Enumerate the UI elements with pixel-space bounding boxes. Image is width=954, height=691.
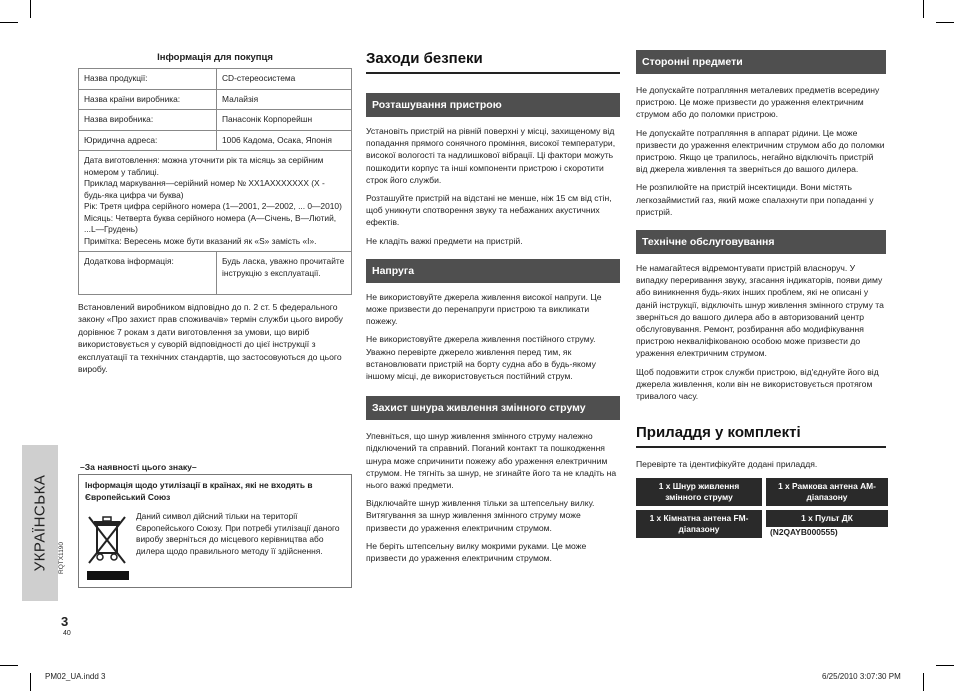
paragraph: Не використовуйте джерела живлення постійного струму. Уважно перевірте джерело живлення перед тим, як встановлювати пристрій на борту судна або в будь-якому іншому місці, де використовується постійний струм. [366,334,596,382]
crop-mark [0,665,18,666]
footer-file: PM02_UA.indd 3 [45,672,106,681]
accessories-intro: Перевірте та ідентифікуйте додані приладдя. [636,459,818,470]
crop-mark [923,673,924,691]
buyer-info-title: Інформація для покупця [157,52,273,63]
section-text [636,84,886,218]
lifetime-paragraph: Встановлений виробником відповідно до п. 2 ст. 5 федерального закону «Про захист прав споживачів» термін служби цього виробу дорівнює 7 рокам з дати виготовлення за умови, що виріб використовується у суворій відповідності до цієї інструкції з експлуатації та технічних стандартів, що застосовуються до цього виробу. [78,301,343,374]
table-cell: Будь ласка, уважно прочитайте інструкцію з експлуатації. [217,252,352,295]
paragraph: Відключайте шнур живлення тільки за штепсельну вилку. Витягування за шнур живлення змінного струму може призвести до ураження електричним струмом. [366,498,595,533]
paragraph: Щоб подовжити строк служби пристрою, від'єднуйте його від джерела живлення, коли він не використовується протягом тривалого часу. [636,366,879,402]
table-row [79,89,352,110]
paragraph: Установіть пристрій на рівній поверхні у місці, захищеному від попадання прямого сонячного проміння, високої температури, високої вологості та надлишкової вібрації. Ці фактори можуть пошкодити корпус та інші компоненти пристрою і скоротити строк його служби. [366,126,616,185]
paragraph: Упевніться, що шнур живлення змінного струму належно підключений та справний. Поганий контакт та пошкодження шнура може спричинити пожежу або ураження електричним струмом. Не тягніть за шнур, не згинайте його та не кладіть на нього важкі предмети. [366,431,617,491]
recycle-body: Даний символ дійсний тільки на території Європейського Союзу. При потребі утилізації даного виробу зверніться до місцевого керівництва або дилера щодо правильного методу її здійснення. [136,511,340,556]
date-line: Дата виготовлення: можна уточнити рік та місяць за серійним номером у таблиці. [84,155,324,177]
paragraph: Не допускайте потрапляння в аппарат рідини. Це може призвести до ураження електричним струмом або до поломки пристрою. Якщо це трапилось, негайно відключіть пристрій від джерела живлення та зверніться до вашого дилера. [636,127,885,175]
section-text [366,291,620,382]
paragraph: Не намагайтеся відремонтувати пристрій власноруч. У випадку переривання звуку, згасання індикаторів, появи диму або виникнення будь-яких інших проблем, які не описані у даній інструкції, відключіть шнур живлення змінного струму та зверніться до вашого дилера або в авторизований центр обслуговування. Ремонт, розбирання або модифікування пристрою некваліфікованою особою може призвести до ураження електричним струмом. [636,263,884,359]
crop-mark [0,22,18,23]
date-line: Приклад маркування—серійний номер № XX1AXXXXXXX (X - будь-яка цифра чи буква) [84,178,325,200]
recycle-heading: Інформація щодо утилізації в країнах, які не входять в Європейський Союз [85,480,313,502]
table-row [79,151,352,252]
paragraph: Розташуйте пристрій на відстані не менше, ніж 15 см від стін, щоб уникнути спотворення звуку та небажаних акустичних ефектів. [366,193,612,228]
date-info-cell [79,151,352,252]
crop-mark [936,665,954,666]
accessories-title: Приладдя у комплекті [636,424,886,448]
crop-mark [936,22,954,23]
table-cell: CD-стереосистема [217,69,352,90]
accessories-list [636,478,886,538]
crossed-bin-icon [87,515,127,565]
buyer-info-table [78,68,352,295]
table-cell: Юридична адреса: [79,130,217,151]
section-text [636,262,886,402]
paragraph: Не допускайте потрапляння металевих предметів всередину пристрою. Це може призвести до ураження електричним струмом або до поломки пристрою. [636,85,880,120]
safety-title: Заходи безпеки [366,50,620,74]
accessory-item: 1 x Шнур живлення змінного струму [636,478,762,506]
table-row [79,252,352,295]
paragraph: Не кладіть важкі предмети на пристрій. [366,235,523,246]
accessory-item: 1 x Рамкова антена AM-діапазону [766,478,888,506]
language-tab [22,445,58,601]
date-line: Примітка: Вересень може бути вказаний як «S» замість «I». [84,235,317,246]
date-line: Рік: Третя цифра серійного номера (1—2001, 2—2002, ... 0—2010) [84,201,342,211]
language-tab-label: УКРАЇНСЬКА [31,474,49,572]
table-row [79,130,352,151]
crop-mark [923,0,924,18]
page-number: 3 [61,614,69,629]
table-cell: Малайзія [217,89,352,110]
section-text [366,430,620,564]
table-cell: Назва країни виробника: [79,89,217,110]
right-column [636,50,886,538]
footer-timestamp: 6/25/2010 3:07:30 PM [822,672,901,681]
table-cell: Панасонік Корпорейшн [217,110,352,131]
paragraph: Не беріть штепсельну вилку мокрими руками. Це може призвести до ураження електричним струмом. [366,540,587,564]
paragraph: Не розпилюйте на пристрій інсектициди. Вони містять легкозаймистий газ, який може спалахнути при попаданні у пристрій. [636,182,874,217]
section-text [366,125,620,247]
buyer-info-section [78,52,352,376]
crop-mark [30,673,31,691]
table-cell: Назва виробника: [79,110,217,131]
mark-title: –За наявності цього знаку– [80,462,197,472]
accessory-item: 1 x Пульт ДК [766,510,888,527]
section-heading: Захист шнура живлення змінного струму [366,396,620,420]
page-sub-number: 40 [63,630,71,637]
table-cell: Назва продукції: [79,69,217,90]
section-heading: Технічне обслуговування [636,230,886,254]
table-cell: 1006 Кадома, Осака, Японія [217,130,352,151]
section-heading: Сторонні предмети [636,50,886,74]
section-heading: Напруга [366,259,620,283]
section-heading: Розташування пристрою [366,93,620,117]
accessory-item: 1 x Кімнатна антена FM-діапазону [636,510,762,538]
table-row [79,110,352,131]
recycle-box [78,474,352,588]
crop-mark [30,0,31,18]
table-cell: Додаткова інформація: [79,252,217,295]
date-line: Місяць: Четверта буква серійного номера (А—Січень, В—Лютий, ...L—Грудень) [84,212,337,234]
doc-code: RQTX1190 [58,541,65,574]
bin-bar [87,571,129,580]
paragraph: Не використовуйте джерела живлення високої напруги. Це може призвести до перенапруги пристрою та викликати пожежу. [366,291,602,327]
remote-cell [766,510,888,538]
remote-code: (N2QAYB000555) [770,527,838,538]
table-row [79,69,352,90]
safety-section [366,50,620,570]
